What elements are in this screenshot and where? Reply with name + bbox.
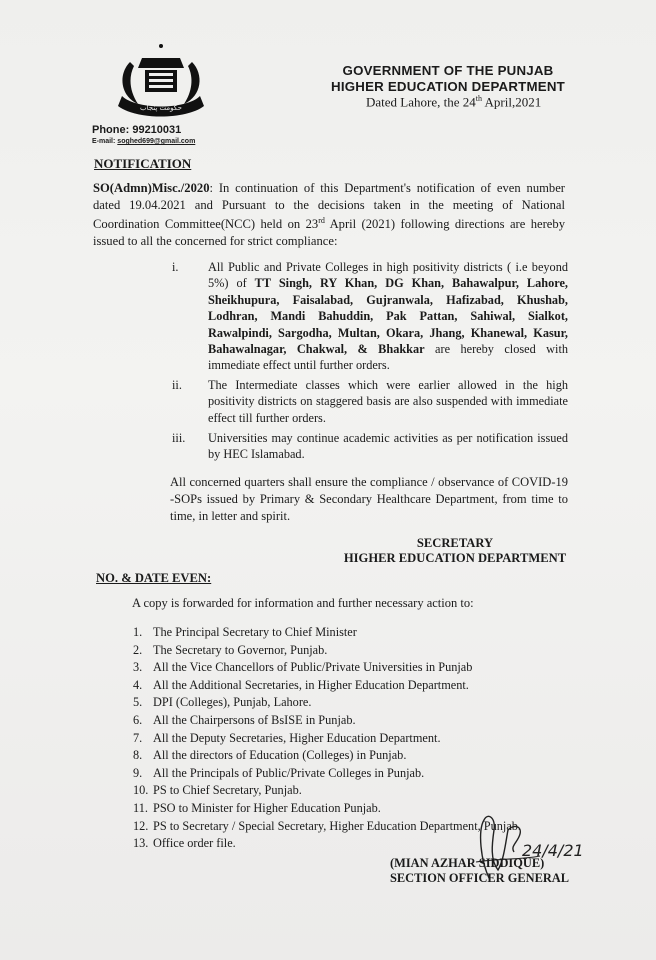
item-number: 1. <box>133 625 143 639</box>
department-name: HIGHER EDUCATION DEPARTMENT <box>331 79 565 94</box>
notification-heading: NOTIFICATION <box>94 156 192 171</box>
direction-number: ii. <box>172 378 182 392</box>
secretary-title: SECRETARY <box>416 536 494 550</box>
direction-text: The Intermediate classes which were earlier allowed in the high positivity districts on staggered basis are also suspended with immediate effect till further orders. <box>208 378 568 425</box>
direction-number: iii. <box>172 431 186 445</box>
dated-prefix: Dated Lahore, the 24 <box>366 94 476 110</box>
signatory-designation: SECTION OFFICER GENERAL <box>390 871 570 885</box>
item-text: PSO to Minister for Higher Education Punjab. <box>153 800 381 815</box>
list-item <box>133 765 521 783</box>
dated-line <box>366 94 541 110</box>
direction-number: i. <box>172 260 179 274</box>
item-number: 13. <box>133 836 149 851</box>
list-item <box>133 677 521 695</box>
item-number: 9. <box>133 765 143 780</box>
list-item <box>133 747 521 765</box>
district-list: TT Singh, RY Khan, DG Khan, Bahawalpur, Lahore, Sheikhupura, Faisalabad, Gujranwala, Hafizabad, Khushab, Lodhran, Mandi Bahuddin, Pak Pattan, Sahiwal, Sialkot, Rawalpindi, Sargodha, Multan, Okara, Jhang, Khanewal, Kasur, Bahawalnagar, Chakwal, & Bhakkar <box>208 276 568 357</box>
item-number: 8. <box>133 748 143 763</box>
list-item <box>133 782 521 800</box>
dated-suffix: April,2021 <box>481 94 542 110</box>
item-text: All the Vice Chancellors of Public/Private Universities in Punjab <box>153 660 473 675</box>
list-item <box>133 730 521 748</box>
list-item <box>133 800 521 818</box>
list-item <box>133 694 521 712</box>
item-number: 6. <box>133 712 143 727</box>
item-number: 5. <box>133 695 143 710</box>
copy-forwarded-line: A copy is forwarded for information and further necessary action to: <box>132 596 474 610</box>
item-number: 12. <box>133 818 149 833</box>
list-item <box>133 642 521 660</box>
item-text: All the Chairpersons of BsISE in Punjab. <box>153 712 356 727</box>
signatory-name: (MIAN AZHAR SIDDIQUE) <box>390 856 545 870</box>
secretary-block <box>340 536 570 566</box>
item-number: 11. <box>133 800 148 815</box>
reference-number: SO(Admn)Misc./2020 <box>93 181 210 195</box>
list-item <box>133 712 521 730</box>
government-name: GOVERNMENT OF THE PUNJAB <box>342 63 554 78</box>
intro-sup: rd <box>318 216 325 226</box>
item-text: All the Deputy Secretaries, Higher Education Department. <box>153 730 441 745</box>
direction-tail: are hereby closed with immediate effect until further orders. <box>208 342 569 373</box>
no-date-even: NO. & DATE EVEN: <box>96 571 212 585</box>
compliance-paragraph: All concerned quarters shall ensure the compliance / observance of COVID-19 -SOPs issued by Primary & Secondary Healthcare Department, from time to time, in letter and spirit. <box>170 475 568 523</box>
item-text: PS to Chief Secretary, Punjab. <box>153 783 302 798</box>
item-text: All the Principals of Public/Private Colleges in Punjab. <box>153 765 425 780</box>
item-number: 4. <box>133 677 143 692</box>
direction-item <box>172 377 568 426</box>
item-text: PS to Secretary / Special Secretary, Higher Education Department, Punjab. <box>153 818 521 833</box>
list-item <box>133 818 521 836</box>
item-number: 3. <box>133 660 143 675</box>
list-item <box>133 659 521 677</box>
handwritten-date: 24/4/21 <box>522 841 584 860</box>
punjab-government-seal-icon <box>112 40 210 118</box>
item-text: The Secretary to Governor, Punjab. <box>153 642 328 657</box>
direction-text: Universities may continue academic activities as per notification issued by HEC Islamabad. <box>208 431 568 462</box>
signatory-block <box>390 856 569 886</box>
letterhead-title <box>328 63 568 95</box>
item-text: Office order file. <box>153 836 236 851</box>
intro-paragraph <box>93 180 565 250</box>
direction-item <box>172 259 568 374</box>
item-text: All the directors of Education (Colleges) in Punjab. <box>153 748 407 763</box>
list-item <box>133 624 521 642</box>
item-number: 10. <box>133 783 149 798</box>
email-line <box>92 138 195 145</box>
intro-text-1: : In continuation of this Department's notification of even number dated 19.04.2021 and Pursuant to the decisions taken in the meeting of National Coordination Committee(NCC) held on 23 <box>93 181 565 232</box>
item-text: DPI (Colleges), Punjab, Lahore. <box>153 695 312 710</box>
item-text: The Principal Secretary to Chief Minister <box>153 625 357 639</box>
intro-text-2: April (2021) following directions are hereby issued to all the concerned for strict compliance: <box>93 217 565 248</box>
secretary-department: HIGHER EDUCATION DEPARTMENT <box>343 551 567 565</box>
recipient-list <box>133 624 521 853</box>
item-text: All the Additional Secretaries, in Higher Education Department. <box>153 677 469 692</box>
email-address: soghed699@gmail.com <box>117 138 196 145</box>
direction-text: All Public and Private Colleges in high positivity districts ( i.e beyond 5%) of <box>208 260 568 291</box>
dated-sup: th <box>475 94 482 103</box>
item-number: 7. <box>133 730 143 745</box>
seal-text: حکومت پنجاب <box>140 104 182 112</box>
direction-item <box>172 430 568 463</box>
list-item <box>133 835 521 853</box>
item-number: 2. <box>133 642 143 657</box>
email-label: E-mail: <box>92 138 118 145</box>
phone-number: Phone: 99210031 <box>92 124 182 136</box>
